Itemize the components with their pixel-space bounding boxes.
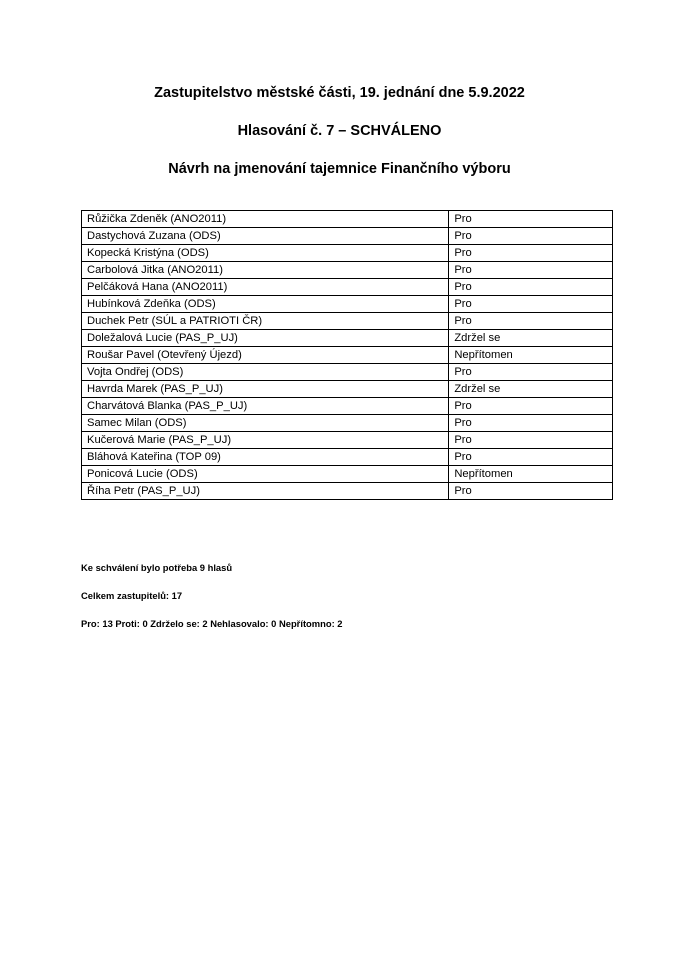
member-vote: Pro	[449, 449, 613, 466]
member-vote: Zdržel se	[449, 381, 613, 398]
member-name: Charvátová Blanka (PAS_P_UJ)	[82, 398, 449, 415]
table-row	[82, 330, 613, 347]
member-name: Roušar Pavel (Otevřený Újezd)	[82, 347, 449, 364]
member-name: Hubínková Zdeňka (ODS)	[82, 296, 449, 313]
member-vote: Pro	[449, 398, 613, 415]
member-name: Doležalová Lucie (PAS_P_UJ)	[82, 330, 449, 347]
member-vote: Pro	[449, 245, 613, 262]
member-vote: Pro	[449, 415, 613, 432]
table-row	[82, 296, 613, 313]
votes-table	[81, 210, 613, 500]
member-name: Carbolová Jitka (ANO2011)	[82, 262, 449, 279]
table-row	[82, 415, 613, 432]
required-votes-text: Ke schválení bylo potřeba 9 hlasů	[81, 562, 233, 573]
document-title: Zastupitelstvo městské části, 19. jednání dne 5.9.2022	[154, 85, 525, 101]
member-vote: Zdržel se	[449, 330, 613, 347]
member-name: Růžička Zdeněk (ANO2011)	[82, 211, 449, 228]
member-vote: Pro	[449, 483, 613, 500]
table-row	[82, 245, 613, 262]
member-vote: Nepřítomen	[449, 347, 613, 364]
table-row	[82, 398, 613, 415]
member-name: Říha Petr (PAS_P_UJ)	[82, 483, 449, 500]
member-name: Pelčáková Hana (ANO2011)	[82, 279, 449, 296]
member-vote: Pro	[449, 262, 613, 279]
member-vote: Nepřítomen	[449, 466, 613, 483]
member-name: Havrda Marek (PAS_P_UJ)	[82, 381, 449, 398]
member-name: Samec Milan (ODS)	[82, 415, 449, 432]
member-name: Kučerová Marie (PAS_P_UJ)	[82, 432, 449, 449]
table-row	[82, 364, 613, 381]
vote-results-text: Pro: 13 Proti: 0 Zdrželo se: 2 Nehlasovalo: 0 Nepřítomno: 2	[81, 618, 343, 629]
member-name: Duchek Petr (SÚL a PATRIOTI ČR)	[82, 313, 449, 330]
member-name: Kopecká Kristýna (ODS)	[82, 245, 449, 262]
table-row	[82, 279, 613, 296]
table-row	[82, 449, 613, 466]
table-row	[82, 466, 613, 483]
table-row	[82, 211, 613, 228]
table-row	[82, 313, 613, 330]
total-members-text: Celkem zastupitelů: 17	[81, 590, 183, 601]
table-row	[82, 347, 613, 364]
table-row	[82, 432, 613, 449]
member-vote: Pro	[449, 279, 613, 296]
member-vote: Pro	[449, 211, 613, 228]
votes-table-body	[82, 211, 613, 500]
member-name: Vojta Ondřej (ODS)	[82, 364, 449, 381]
member-name: Bláhová Kateřina (TOP 09)	[82, 449, 449, 466]
member-vote: Pro	[449, 364, 613, 381]
table-row	[82, 483, 613, 500]
table-row	[82, 262, 613, 279]
member-vote: Pro	[449, 228, 613, 245]
member-name: Ponicová Lucie (ODS)	[82, 466, 449, 483]
table-row	[82, 381, 613, 398]
member-name: Dastychová Zuzana (ODS)	[82, 228, 449, 245]
vote-subject: Návrh na jmenování tajemnice Finančního výboru	[168, 161, 511, 177]
table-row	[82, 228, 613, 245]
vote-heading: Hlasování č. 7 – SCHVÁLENO	[237, 123, 442, 139]
member-vote: Pro	[449, 313, 613, 330]
member-vote: Pro	[449, 432, 613, 449]
member-vote: Pro	[449, 296, 613, 313]
